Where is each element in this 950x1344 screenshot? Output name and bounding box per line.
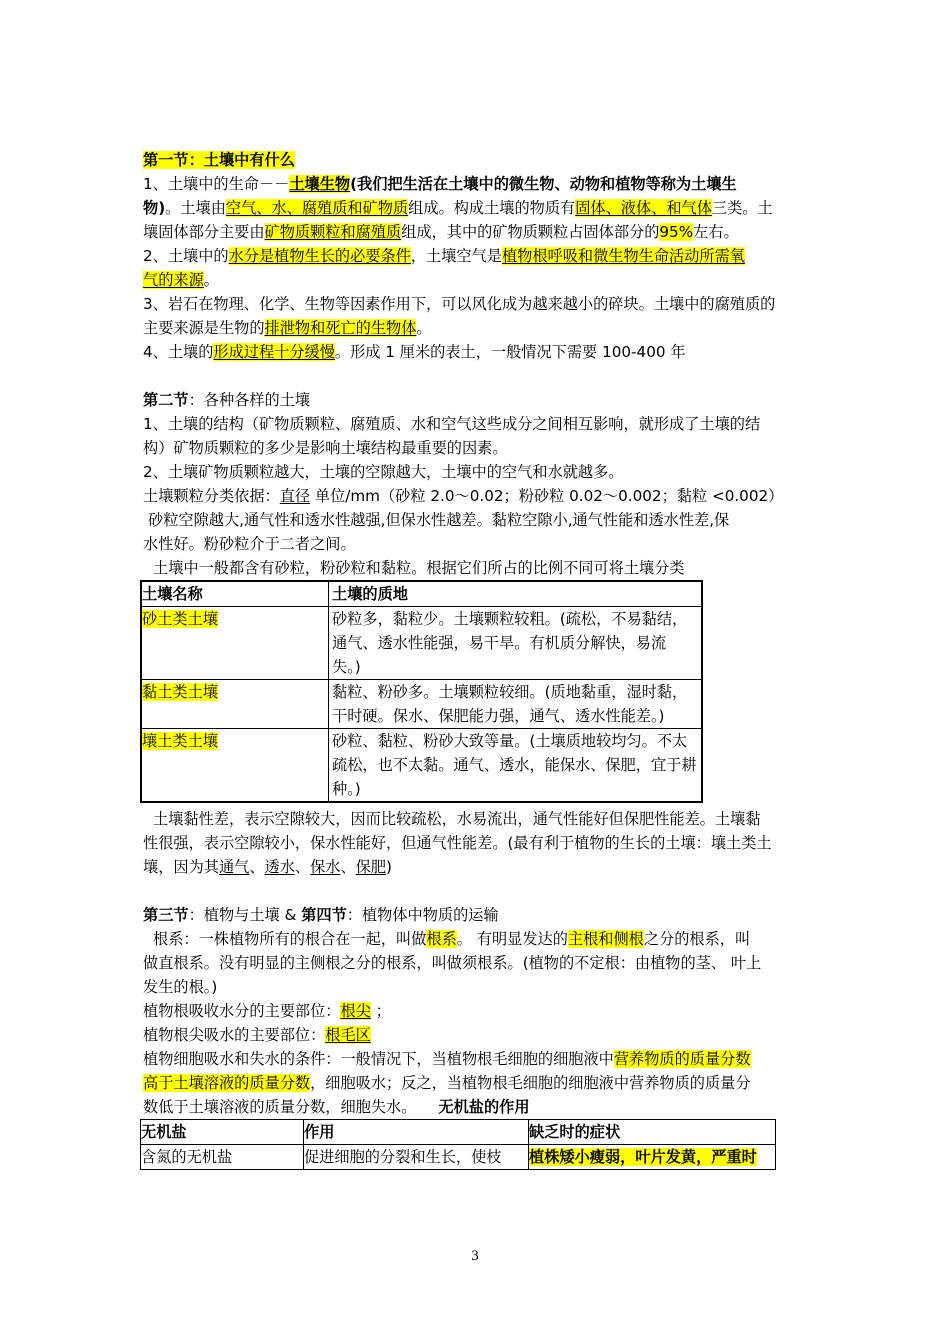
table-cell [141,607,329,680]
highlight-term: 排泄物和死亡的生物体 [264,319,417,337]
text: ，土壤空气是 [410,247,502,265]
s3-line-1 [143,927,811,951]
table-row [141,729,702,803]
text: 。 有明显发达的 [456,930,568,948]
s3-line-7 [143,1071,811,1095]
highlight-term: 矿物质颗粒和腐殖质 [264,223,402,241]
table-cell [141,729,329,803]
text: ：植物体中物质的运输 [346,906,499,924]
s2-line-5: 砂粒空隙越大,通气性和透水性越强,但保水性越差。黏粒空隙小,通气性能和透水性差,保 [148,511,730,529]
text: 。 [203,271,219,289]
s2-line-3: 2、土壤矿物质颗粒越大，土壤的空隙越大，土壤中的空气和水就越多。 [143,463,624,481]
highlight-term: 根毛区 [325,1026,371,1044]
s3-line-5 [143,1023,811,1047]
s3-line-2: 做直根系。没有明显的主侧根之分的根系，叫做须根系。(植物的不定根：由植物的茎、 叶上 [143,954,762,972]
bold-text: (我们把生活在土壤中的微生物、动物和植物等称为土壤生 [350,175,737,193]
table-cell [329,680,703,729]
s2-line-7: 土壤中一般都含有砂粒，粉砂粒和黏粒。根据它们所占的比例不同可将土壤分类 [153,559,685,577]
text: 数低于土壤溶液的质量分数，细胞失水。 [143,1098,417,1116]
text: 壤固体部分主要由 [143,223,265,241]
s2-line-9: 性很强，表示空隙较小，保水性能好，但通气性能差。(最有利于植物的生长的土壤：壤土类土 [143,834,772,852]
cell-line: 疏松，也不太黏。通气、透水，能保水、保肥，宜于耕 [332,756,697,774]
table-header-cell: 土壤名称 [141,581,329,607]
text: 植物根尖吸水的主要部位： [143,1026,326,1044]
highlight-term: 高于土壤溶液的质量分数 [143,1074,311,1092]
text: 左右。 [693,223,739,241]
table-header-cell: 无机盐 [141,1120,304,1145]
bold-text: 第二节 [143,391,189,409]
table-cell [329,729,703,803]
document-body [143,148,811,1170]
table-cell [529,1145,776,1170]
underlined-term: 保肥 [355,858,386,876]
highlight-term: 砂土类土壤 [142,610,218,628]
s1-paragraph-1-line-1 [143,172,811,196]
text: 植物根吸收水分的主要部位： [143,1002,341,1020]
section-2-title [143,388,811,412]
section-3-title [143,903,811,927]
bold-text: 物) [143,199,166,217]
s3-line-4 [143,999,811,1023]
table-cell: 含氮的无机盐 [141,1145,304,1170]
s1-paragraph-4 [143,340,811,364]
table-row [141,680,702,729]
text: 土壤颗粒分类依据： [143,487,280,505]
table-header-cell: 缺乏时的症状 [529,1120,776,1145]
underlined-term: 保水 [310,858,341,876]
text: 三类。土 [711,199,773,217]
highlight-term: 根系 [426,930,457,948]
bold-text: 第四节 [301,906,347,924]
text: 根系：一株植物所有的根合在一起，叫做 [153,930,427,948]
text: 、 [340,858,356,876]
section-1-title-text: 第一节：土壤中有什么 [143,151,295,169]
soil-classification-table [140,580,703,803]
s3-line-8 [143,1095,811,1119]
highlight-term: 气的来源 [143,271,204,289]
highlight-term: 水分是植物生长的必要条件 [228,247,411,265]
text: 3、岩石在物理、化学、生物等因素作用下，可以风化成为越来越小的碎块。土壤中的腐殖质的 [143,295,776,313]
table-row [141,1145,776,1170]
underlined-term: 透水 [264,858,295,876]
cell-line: 种。) [332,780,361,798]
s2-line-1: 1、土壤的结构（矿物质颗粒、腐殖质、水和空气这些成分之间相互影响，就形成了土壤的结 [143,415,761,433]
section-1-title [143,148,811,172]
s2-line-4 [143,484,811,508]
cell-line: 失。) [332,658,361,676]
text: ) [386,858,392,876]
s2-line-2: 构）矿物质颗粒的多少是影响土壤结构最重要的因素。 [143,439,508,457]
s1-paragraph-2-line-2 [143,268,811,292]
cell-line: 砂粒多，黏粒少。土壤颗粒较粗。(疏松，不易黏结， [332,610,688,628]
table-cell [329,607,703,680]
text: 之分的根系，叫 [643,930,751,948]
text: 组成。构成土壤的物质有 [408,199,576,217]
table-row [141,1120,776,1145]
table-header-cell: 土壤的质地 [329,581,703,607]
highlight-term: 固体、液体、和气体 [575,199,712,217]
text: 。土壤由 [165,199,226,217]
s2-line-8: 土壤黏性差，表示空隙较大，因而比较疏松，水易流出，通气性能好但保肥性能差。土壤黏 [153,810,761,828]
text: 单位/mm（砂粒 2.0～0.02；粉砂粒 0.02～0.002；黏粒 <0.002） [310,487,784,505]
s1-paragraph-1-line-3 [143,220,811,244]
s1-paragraph-3-line-1 [143,292,811,316]
s2-line-10 [143,855,811,879]
s3-line-6 [143,1047,811,1071]
highlight-term: 营养物质的质量分数 [613,1050,751,1068]
mineral-salt-table [140,1119,776,1170]
cell-line: 干时硬。保水、保肥能力强，通气、透水性能差。) [332,707,665,725]
bold-text: 第三节 [143,906,189,924]
text: ：植物与土壤 & [188,906,302,924]
s3-line-3: 发生的根。) [143,978,218,996]
text: 主要来源是生物的 [143,319,265,337]
highlight-term: 根尖 [340,1002,371,1020]
page-number: 3 [471,1248,479,1264]
text: ，细胞吸水；反之，当植物根毛细胞的细胞液中营养物质的质量分 [310,1074,751,1092]
text: ； [370,1002,391,1020]
highlight-term: 土壤生物 [289,175,351,193]
cell-line: 黏粒、粉砂多。土壤颗粒较细。(质地黏重，湿时黏， [332,683,688,701]
text: 组成，其中的矿物质颗粒占固体部分的 [401,223,660,241]
s1-paragraph-2-line-1 [143,244,811,268]
s2-line-6: 水性好。粉砂粒介于二者之间。 [143,535,356,553]
s1-paragraph-1-line-2 [143,196,811,220]
cell-line: 通气、透水性能强，易干旱。有机质分解快，易流 [332,634,667,652]
text: 壤，因为其 [143,858,219,876]
table-row [141,581,702,607]
highlight-term: 壤土类土壤 [142,732,218,750]
text: 1、土壤中的生命－－ [143,175,290,193]
s1-paragraph-3-line-2 [143,316,811,340]
underlined-term: 直径 [279,487,311,505]
highlight-term: 形成过程十分缓慢 [213,343,335,361]
text: 、 [249,858,265,876]
text: 。形成 1 厘米的表土，一般情况下需要 100-400 年 [334,343,686,361]
highlight-term: 黏土类土壤 [142,683,218,701]
text: 4、土壤的 [143,343,214,361]
text: ：各种各样的土壤 [188,391,311,409]
text: 、 [294,858,311,876]
table-cell [141,680,329,729]
highlight-term: 空气、水、腐殖质和矿物质 [225,199,409,217]
highlight-term: 植物根呼吸和微生物生命活动所需氧 [501,247,745,265]
highlight-term: 植株矮小瘦弱，叶片发黄，严重时 [529,1148,757,1166]
text: 植物细胞吸水和失水的条件：一般情况下，当植物根毛细胞的细胞液中 [143,1050,614,1068]
table-row [141,607,702,680]
text: 。 [416,319,432,337]
highlight-term: 95% [659,223,694,241]
table-cell: 促进细胞的分裂和生长，使枝 [304,1145,529,1170]
bold-text: 无机盐的作用 [438,1098,530,1116]
table-header-cell: 作用 [304,1120,529,1145]
cell-line: 砂粒、黏粒、粉砂大致等量。(土壤质地较均匀。不太 [332,732,688,750]
underlined-term: 通气 [218,858,250,876]
text: 2、土壤中的 [143,247,229,265]
highlight-term: 主根和侧根 [567,930,644,948]
